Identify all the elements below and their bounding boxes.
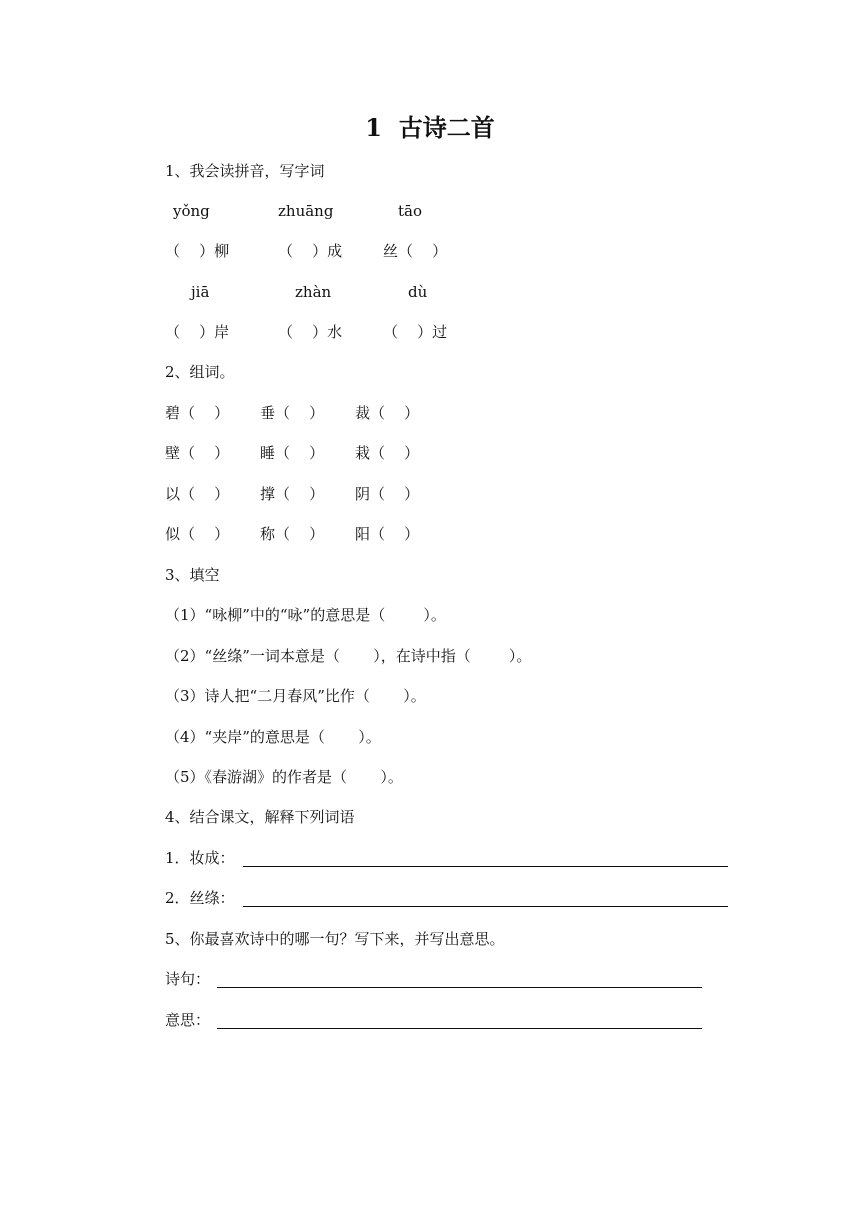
fill-in-item[interactable]: （5）《春游湖》的作者是（ ）。 xyxy=(165,768,403,786)
word-group-blank[interactable]: 垂（ ） xyxy=(260,404,325,422)
fill-in-item[interactable]: （1）“咏柳”中的“咏”的意思是（ ）。 xyxy=(165,606,446,624)
fill-blank-word[interactable]: （ ）成 xyxy=(278,242,343,260)
term-label: 2．丝绦： xyxy=(165,889,235,907)
word-group-blank[interactable]: 睡（ ） xyxy=(260,444,325,462)
answer-line[interactable] xyxy=(243,866,728,867)
pinyin-text: tāo xyxy=(398,202,423,220)
fill-in-item[interactable]: （4）“夹岸”的意思是（ ）。 xyxy=(165,728,381,746)
answer-line[interactable] xyxy=(217,987,702,988)
word-group-blank[interactable]: 撑（ ） xyxy=(260,485,325,503)
answer-line[interactable] xyxy=(217,1028,702,1029)
worksheet-title: 1 古诗二首 xyxy=(365,113,495,142)
fill-in-item[interactable]: （2）“丝绦”一词本意是（ ），在诗中指（ ）。 xyxy=(165,647,532,665)
answer-line[interactable] xyxy=(243,906,728,907)
term-label: 1．妆成： xyxy=(165,849,235,867)
word-group-blank[interactable]: 似（ ） xyxy=(165,525,230,543)
q4-heading: 4、结合课文，解释下列词语 xyxy=(165,808,355,826)
pinyin-text: jiā xyxy=(191,283,210,301)
fill-blank-word[interactable]: （ ）柳 xyxy=(165,242,230,260)
answer-label: 诗句： xyxy=(165,970,211,988)
fill-blank-word[interactable]: 丝（ ） xyxy=(383,242,448,260)
fill-blank-word[interactable]: （ ）岸 xyxy=(165,323,230,341)
word-group-blank[interactable]: 以（ ） xyxy=(165,485,230,503)
fill-blank-word[interactable]: （ ）过 xyxy=(383,323,448,341)
pinyin-text: dù xyxy=(408,283,428,301)
word-group-blank[interactable]: 栽（ ） xyxy=(355,444,420,462)
q1-heading: 1、我会读拼音，写字词 xyxy=(165,162,325,180)
word-group-blank[interactable]: 裁（ ） xyxy=(355,404,420,422)
q3-heading: 3、填空 xyxy=(165,566,220,584)
pinyin-text: yǒng xyxy=(173,202,210,220)
pinyin-text: zhuāng xyxy=(278,202,334,220)
pinyin-text: zhàn xyxy=(295,283,332,301)
word-group-blank[interactable]: 阴（ ） xyxy=(355,485,420,503)
word-group-blank[interactable]: 碧（ ） xyxy=(165,404,230,422)
word-group-blank[interactable]: 称（ ） xyxy=(260,525,325,543)
q5-heading: 5、你最喜欢诗中的哪一句？写下来，并写出意思。 xyxy=(165,930,505,948)
fill-blank-word[interactable]: （ ）水 xyxy=(278,323,343,341)
word-group-blank[interactable]: 阳（ ） xyxy=(355,525,420,543)
q2-heading: 2、组词。 xyxy=(165,363,235,381)
fill-in-item[interactable]: （3）诗人把“二月春风”比作（ ）。 xyxy=(165,687,426,705)
word-group-blank[interactable]: 壁（ ） xyxy=(165,444,230,462)
answer-label: 意思： xyxy=(165,1011,211,1029)
